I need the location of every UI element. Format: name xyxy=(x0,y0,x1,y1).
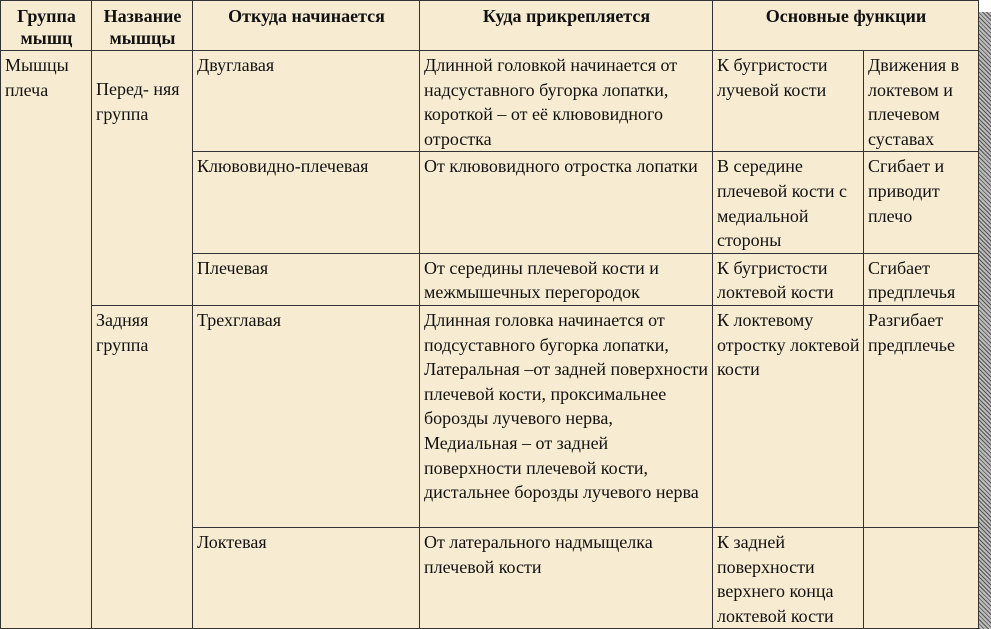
muscle-name: Локтевая xyxy=(193,527,420,628)
muscle-name: Клювовидно-плечевая xyxy=(193,152,420,253)
muscle-name: Двуглавая xyxy=(193,51,420,152)
muscle-name: Трехглавая xyxy=(193,305,420,527)
muscle-insertion: К задней поверхности верхнего конца локтевой кости xyxy=(713,527,864,628)
muscle-insertion: К бугристости локтевой кости xyxy=(713,253,864,305)
header-group: Группа мышц xyxy=(1,1,92,51)
muscle-insertion: К бугристости лучевой кости xyxy=(713,51,864,152)
muscle-origin: От латерального надмыщелка плечевой кости xyxy=(420,527,713,628)
muscle-function: Сгибает и приводит плечо xyxy=(864,152,979,253)
muscle-origin: От середины плечевой кости и межмышечных перегородок xyxy=(420,253,713,305)
muscle-origin: Длинной головкой начинается от надсуставного бугорка лопатки, короткой – от её клювовидного отростка xyxy=(420,51,713,152)
muscle-function: Движения в локтевом и плечевом суставах xyxy=(864,51,979,152)
muscle-function: Сгибает предплечья xyxy=(864,253,979,305)
muscle-origin: Длинная головка начинается от подсуставного бугорка лопатки, Латеральная –от задней поверхности плечевой кости, проксимальнее борозды лучевого нерва, Медиальная – от задней поверхности плечевой кости, дистальнее борозды лучевого нерва xyxy=(420,305,713,527)
muscle-insertion: В середине плечевой кости с медиальной стороны xyxy=(713,152,864,253)
table-row xyxy=(1,51,979,152)
subgroup-anterior: Перед- няя группа xyxy=(92,51,193,306)
header-row xyxy=(1,1,979,51)
table-row xyxy=(1,305,979,527)
subgroup-posterior: Задняя группа xyxy=(92,305,193,628)
group-cell: Мышцы плеча xyxy=(1,51,92,629)
muscle-origin: От клювовидного отростка лопатки xyxy=(420,152,713,253)
muscle-insertion: К локтевому отростку локтевой кости xyxy=(713,305,864,527)
muscle-function: Разгибает предплечье xyxy=(864,305,979,527)
header-origin: Откуда начинается xyxy=(193,1,420,51)
muscle-function xyxy=(864,527,979,628)
header-functions: Основные функции xyxy=(713,1,979,51)
muscle-name: Плечевая xyxy=(193,253,420,305)
header-name: Название мышцы xyxy=(92,1,193,51)
header-insertion: Куда прикрепляется xyxy=(420,1,713,51)
